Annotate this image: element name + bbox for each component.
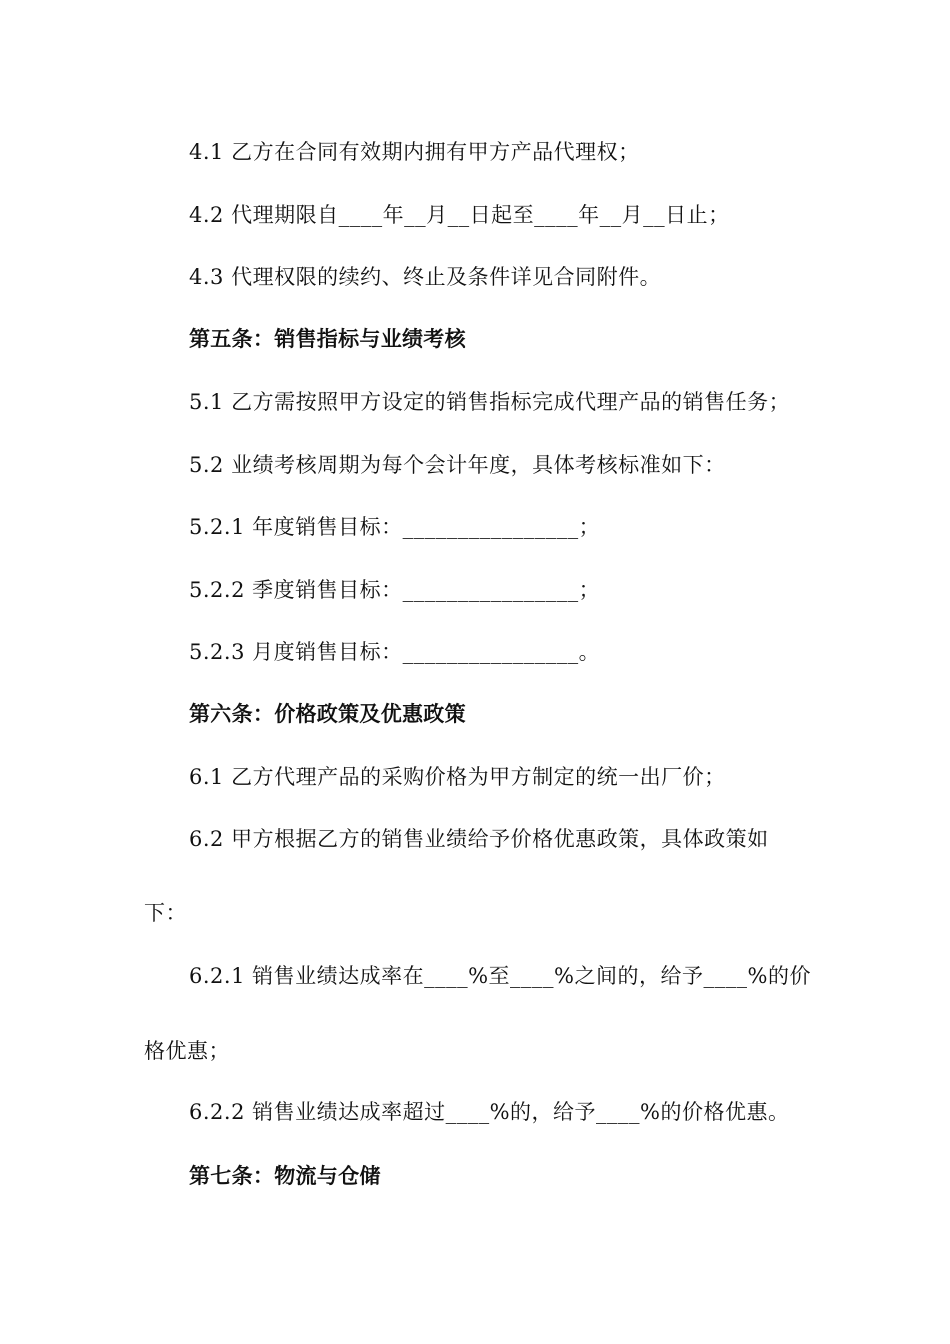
clause-6-2-1-line-1: 6.2.1 销售业绩达成率在____%至____%之间的，给予____%的价 (189, 964, 811, 988)
clause-6-1: 6.1 乙方代理产品的采购价格为甲方制定的统一出厂价； (189, 765, 726, 789)
article-6-heading: 第六条：价格政策及优惠政策 (189, 702, 466, 726)
clause-5-2: 5.2 业绩考核周期为每个会计年度，具体考核标准如下： (189, 453, 726, 477)
clause-4-1: 4.1 乙方在合同有效期内拥有甲方产品代理权； (189, 140, 640, 164)
article-7-heading: 第七条：物流与仓储 (189, 1164, 381, 1188)
clause-4-3: 4.3 代理权限的续约、终止及条件详见合同附件。 (189, 265, 662, 289)
clause-5-2-3: 5.2.3 月度销售目标：________________。 (189, 640, 601, 664)
article-5-heading: 第五条：销售指标与业绩考核 (189, 327, 466, 351)
clause-6-2-line-1: 6.2 甲方根据乙方的销售业绩给予价格优惠政策，具体政策如 (189, 827, 769, 851)
clause-5-2-1: 5.2.1 年度销售目标：________________； (189, 515, 601, 539)
clause-5-2-2: 5.2.2 季度销售目标：________________； (189, 578, 601, 602)
clause-4-2: 4.2 代理期限自____年__月__日起至____年__月__日止； (189, 203, 730, 227)
clause-6-2-2: 6.2.2 销售业绩达成率超过____%的，给予____%的价格优惠。 (189, 1100, 790, 1124)
clause-6-2-line-2: 下： (144, 901, 187, 925)
clause-6-2-1-line-2: 格优惠； (144, 1039, 230, 1063)
clause-5-1: 5.1 乙方需按照甲方设定的销售指标完成代理产品的销售任务； (189, 390, 791, 414)
